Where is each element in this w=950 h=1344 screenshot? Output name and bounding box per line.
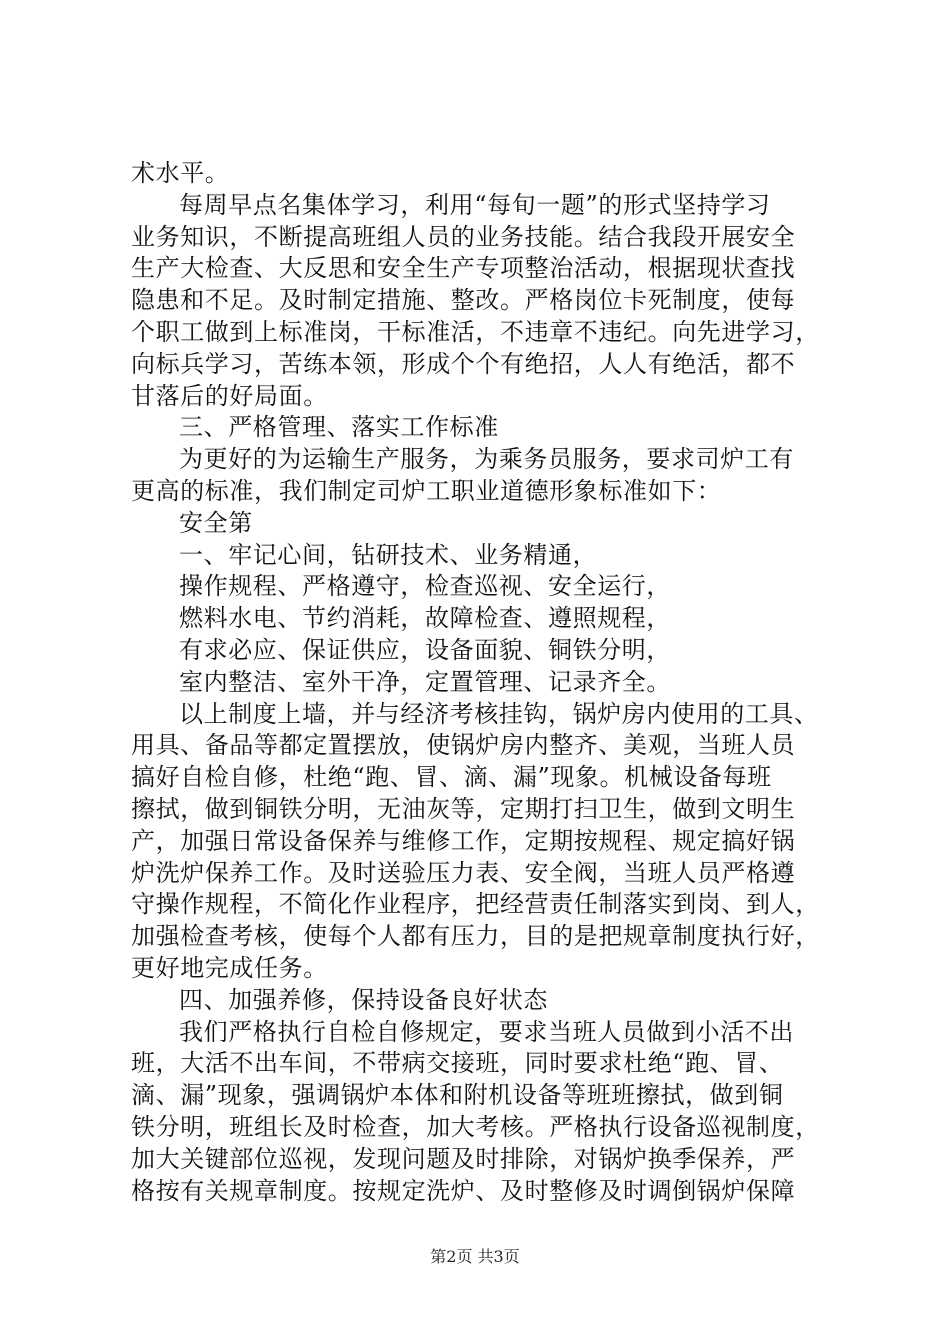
text-line: 加大关键部位巡视，发现问题及时排除，对锅炉换季保养，严 <box>131 1144 796 1173</box>
text-line: 甘落后的好局面。 <box>131 381 328 410</box>
text-line: 炉洗炉保养工作。及时送验压力表、安全阀，当班人员严格遵 <box>131 858 796 887</box>
text-line: 我们严格执行自检自修规定，要求当班人员做到小活不出 <box>179 1017 794 1046</box>
text-line: 个职工做到上标准岗，干标准活，不违章不违纪。向先进学习， <box>131 317 820 346</box>
text-line: 一、牢记心间，钻研技术、业务精通， <box>179 540 598 569</box>
text-line: 术水平。 <box>131 159 230 187</box>
text-line: 用具、备品等都定置摆放，使锅炉房内整齐、美观，当班人员 <box>131 731 796 760</box>
text-line: 班，大活不出车间，不带病交接班，同时要求杜绝“跑、冒、 <box>131 1049 784 1078</box>
text-line: 加强检查考核，使每个人都有压力，目的是把规章制度执行好， <box>131 922 820 951</box>
text-line: 滴、漏”现象，强调锅炉本体和附机设备等班班擦拭，做到铜 <box>131 1081 784 1110</box>
text-line: 守操作规程，不简化作业程序，把经营责任制落实到岗、到人， <box>131 890 820 919</box>
text-line: 安全第 <box>179 508 253 537</box>
text-line: 三、严格管理、落实工作标准 <box>179 413 499 442</box>
text-line: 以上制度上墙，并与经济考核挂钩，锅炉房内使用的工具、 <box>179 699 819 728</box>
text-line: 更好地完成任务。 <box>131 953 328 982</box>
text-line: 操作规程、严格遵守，检查巡视、安全运行， <box>179 572 671 601</box>
text-line: 燃料水电、节约消耗，故障检查、遵照规程， <box>179 604 671 633</box>
text-line: 铁分明，班组长及时检查，加大考核。严格执行设备巡视制度， <box>131 1112 820 1141</box>
text-line: 为更好的为运输生产服务，为乘务员服务，要求司炉工有 <box>179 445 794 474</box>
text-line: 产，加强日常设备保养与维修工作，定期按规程、规定搞好锅 <box>131 826 796 855</box>
text-line: 向标兵学习，苦练本领，形成个个有绝招，人人有绝活，都不 <box>131 349 796 378</box>
text-line: 搞好自检自修，杜绝“跑、冒、滴、漏”现象。机械设备每班 <box>131 763 772 792</box>
text-line: 业务知识，不断提高班组人员的业务技能。结合我段开展安全 <box>131 222 796 251</box>
text-line: 生产大检查、大反思和安全生产专项整治活动，根据现状查找 <box>131 254 796 283</box>
text-line: 四、加强养修，保持设备良好状态 <box>179 985 548 1014</box>
document-body <box>131 158 831 1207</box>
text-line: 更高的标准，我们制定司炉工职业道德形象标准如下： <box>131 476 722 505</box>
text-line: 有求必应、保证供应，设备面貌、铜铁分明， <box>179 635 671 664</box>
page-footer: 第2页 共3页 <box>430 1247 520 1266</box>
text-line: 隐患和不足。及时制定措施、整改。严格岗位卡死制度，使每 <box>131 286 796 315</box>
text-line: 每周早点名集体学习，利用“每旬一题”的形式坚持学习 <box>179 190 771 219</box>
text-line: 室内整洁、室外干净，定置管理、记录齐全。 <box>179 667 671 696</box>
text-line: 格按有关规章制度。按规定洗炉、及时整修及时调倒锅炉保障 <box>131 1176 796 1205</box>
text-line: 擦拭，做到铜铁分明，无油灰等，定期打扫卫生，做到文明生 <box>131 794 796 823</box>
